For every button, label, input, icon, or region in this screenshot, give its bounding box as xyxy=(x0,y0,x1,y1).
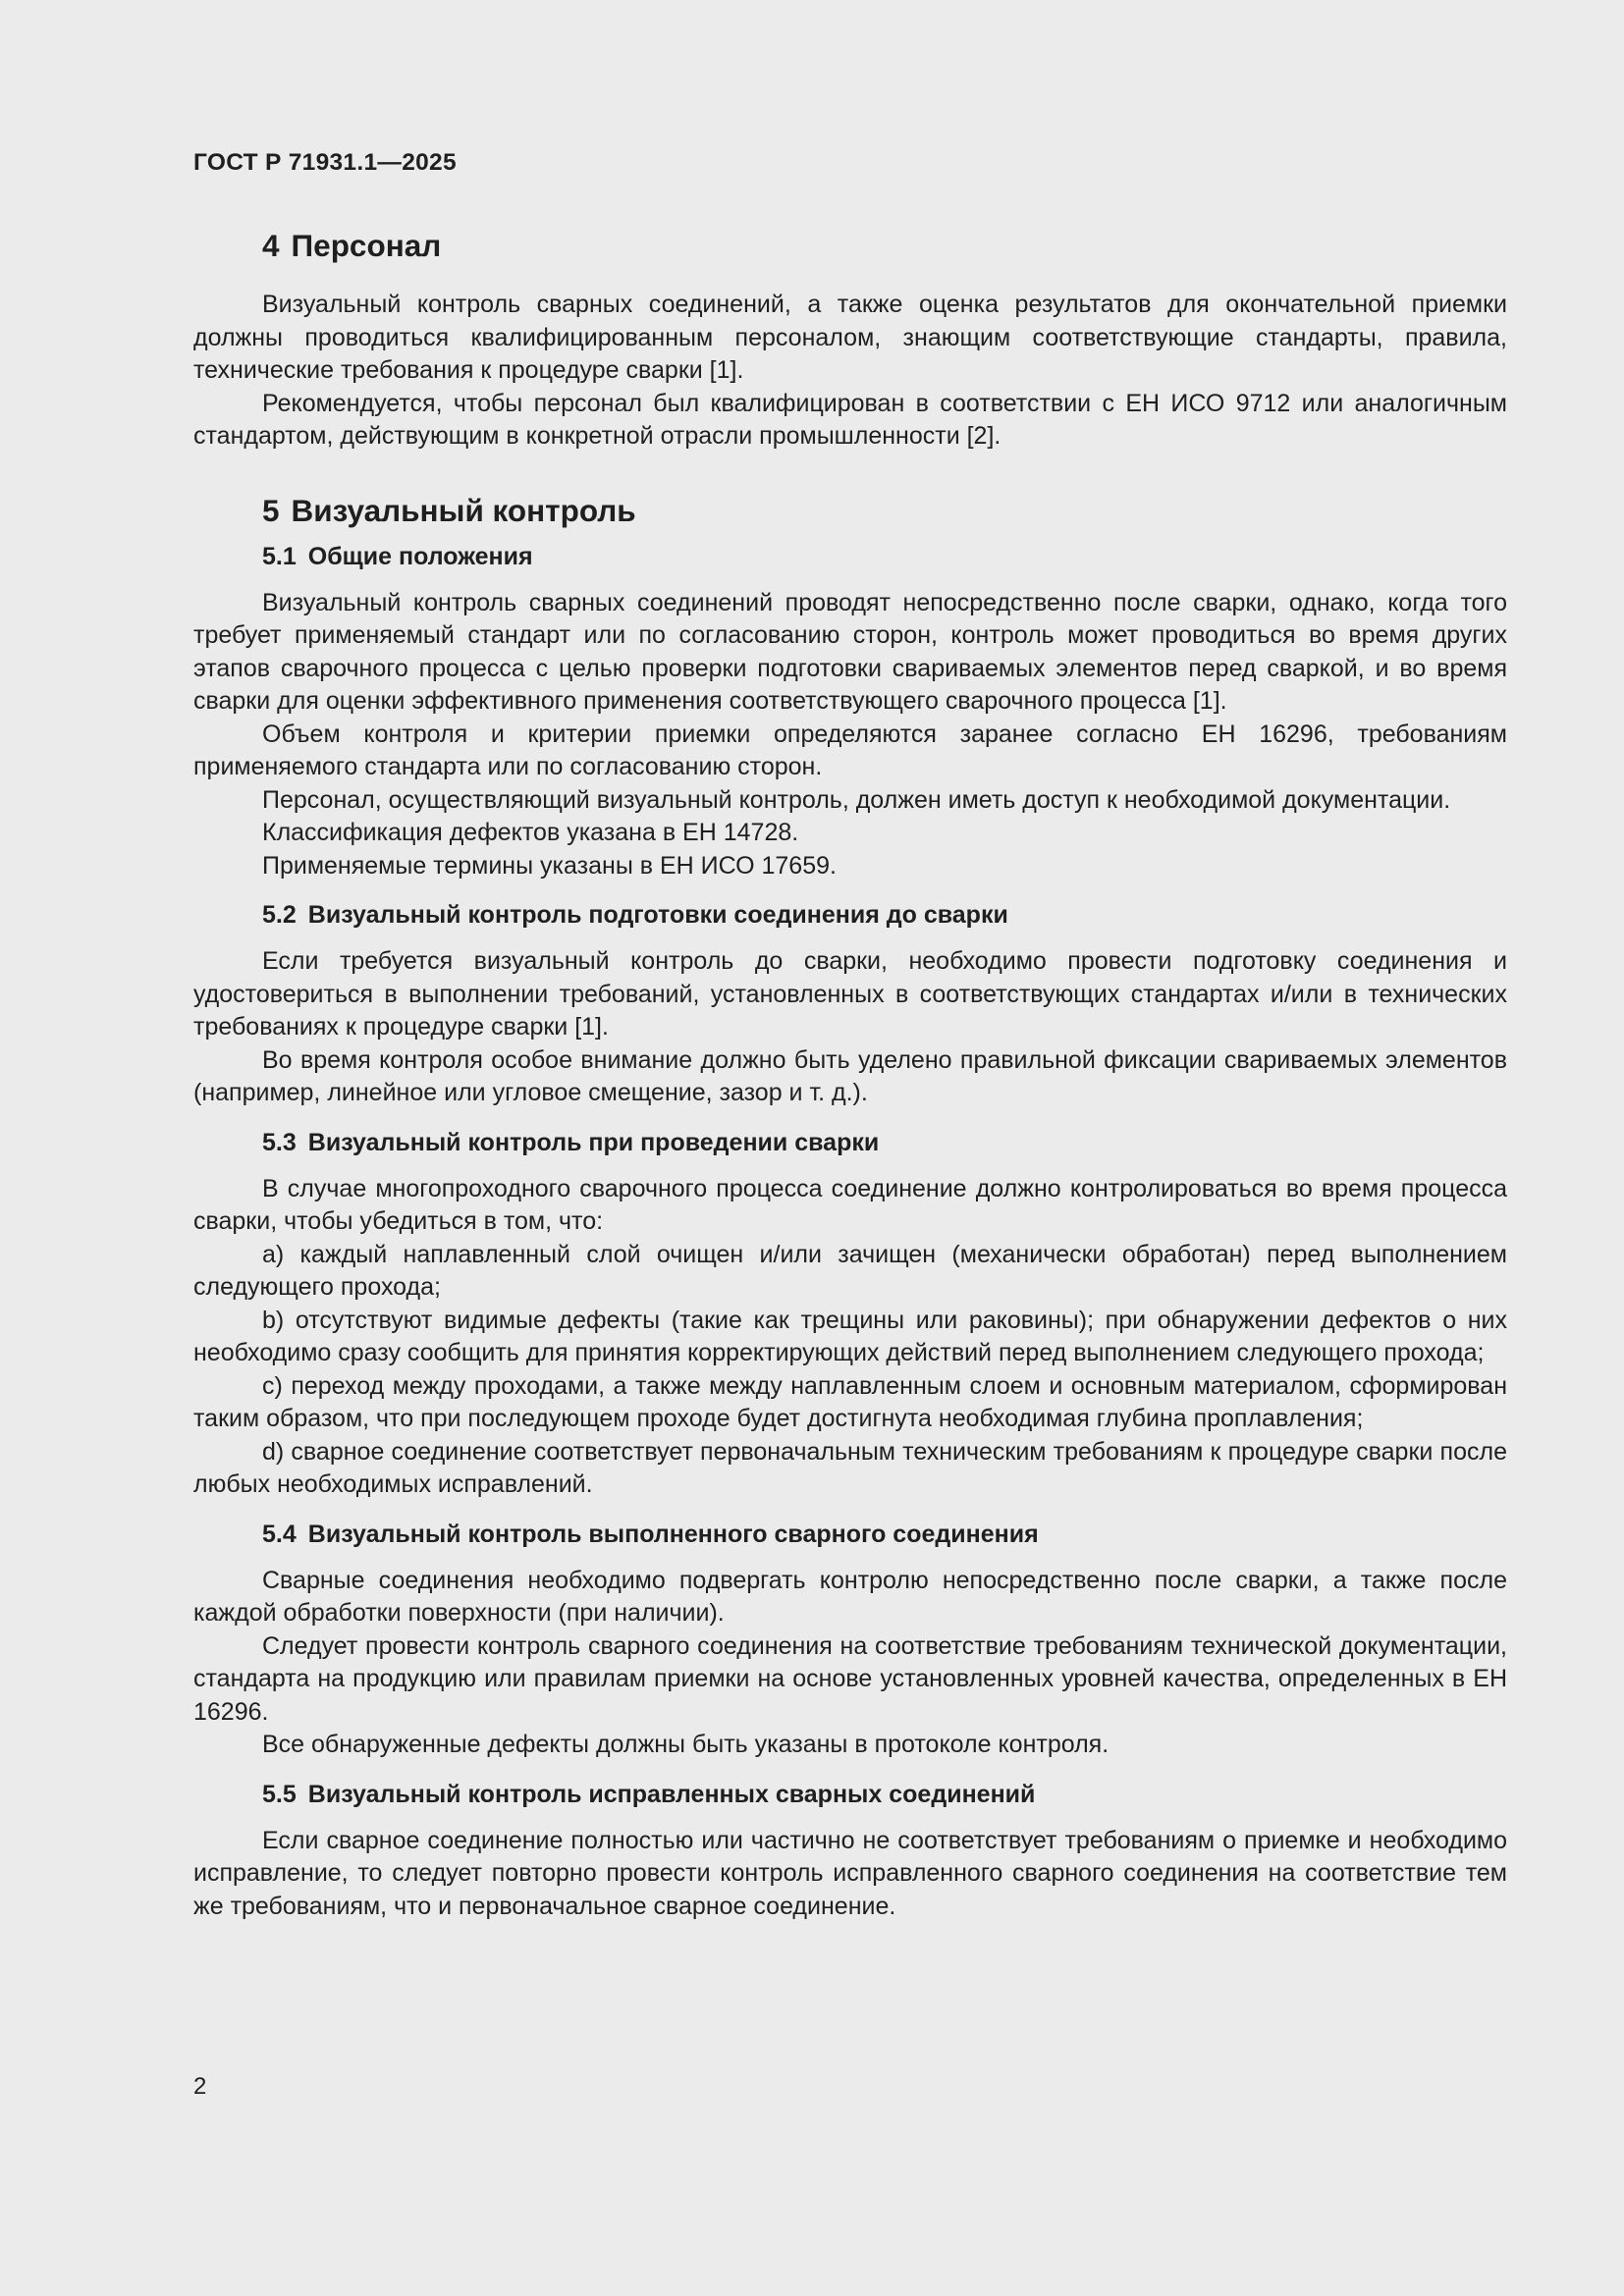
list-item: c) переход между проходами, а также между наплавленным слоем и основным материалом, сформирован таким образом, что при последующем проходе будет достигнута необходимая глубина проплавления; xyxy=(193,1371,1507,1432)
subsection-5-3-number: 5.3 xyxy=(262,1128,297,1156)
page-number: 2 xyxy=(193,2073,207,2100)
subsection-5-4-paragraph: Сварные соединения необходимо подвергать контролю непосредственно после сварки, а также после каждой обработки поверхности (при наличии). xyxy=(193,1566,1507,1627)
subsection-5-1-paragraph: Классификация дефектов указана в ЕН 14728. xyxy=(262,819,799,846)
subsection-5-5-paragraph: Если сварное соединение полностью или частично не соответствует требованиям о приемке и необходимо исправление, то следует повторно провести контроль исправленного сварного соединения на соответствие тем же требованиям, что и первоначальное сварное соединение. xyxy=(193,1826,1507,1920)
subsection-5-4-number: 5.4 xyxy=(262,1520,297,1548)
subsection-5-1-paragraph: Визуальный контроль сварных соединений проводят непосредственно после сварки, однако, когда того требует применяемый стандарт или по согласованию сторон, контроль может проводиться во время других этапов сварочного процесса с целью проверки подготовки свариваемых элементов перед сваркой, и во время сварки для оценки эффективного применения соответствующего сварочного процесса [1]. xyxy=(193,588,1507,715)
subsection-5-4-paragraph: Следует провести контроль сварного соединения на соответствие требованиям технической документации, стандарта на продукцию или правилам приемки на основе установленных уровней качества, определенных в ЕН 16296. xyxy=(193,1631,1507,1726)
section-4-title: Персонал xyxy=(291,228,442,263)
subsection-5-1-title: Общие положения xyxy=(307,542,533,570)
subsection-5-3-title: Визуальный контроль при проведении сварки xyxy=(307,1128,880,1156)
document-id-header: ГОСТ Р 71931.1—2025 xyxy=(193,149,457,176)
section-5-heading xyxy=(193,491,1507,530)
list-item: a) каждый наплавленный слой очищен и/или зачищен (механически обработан) перед выполнением следующего прохода; xyxy=(193,1240,1507,1301)
subsection-5-5-heading xyxy=(193,1778,1507,1811)
section-4-heading xyxy=(193,226,1507,265)
subsection-5-2-paragraph: Если требуется визуальный контроль до сварки, необходимо провести подготовку соединения и удостовериться в выполнении требований, установленных в соответствующих стандартах и/или в технических требованиях к процедуре сварки [1]. xyxy=(193,947,1507,1041)
section-4-number: 4 xyxy=(262,228,280,263)
section-4-paragraph: Визуальный контроль сварных соединений, а также оценка результатов для окончательной приемки должны проводиться квалифицированным персоналом, знающим соответствующие стандарты, правила, технические требования к процедуре сварки [1]. xyxy=(193,291,1507,384)
subsection-5-4-paragraph: Все обнаруженные дефекты должны быть указаны в протоколе контроля. xyxy=(262,1731,1110,1758)
section-4-paragraph: Рекомендуется, чтобы персонал был квалифицирован в соответствии с ЕН ИСО 9712 или аналогичным стандартом, действующим в конкретной отрасли промышленности [2]. xyxy=(193,389,1507,450)
section-5-title: Визуальный контроль xyxy=(291,492,636,528)
subsection-5-4-heading xyxy=(193,1518,1507,1551)
subsection-5-1-paragraph: Объем контроля и критерии приемки определяются заранее согласно ЕН 16296, требованиям применяемого стандарта или по согласованию сторон. xyxy=(193,720,1507,780)
document-page xyxy=(193,0,1507,2296)
subsection-5-1-number: 5.1 xyxy=(262,542,297,570)
subsection-5-5-title: Визуальный контроль исправленных сварных соединений xyxy=(307,1780,1036,1808)
page-content xyxy=(193,226,1507,1923)
subsection-5-3-intro: В случае многопроходного сварочного процесса соединение должно контролироваться во время процесса сварки, чтобы убедиться в том, что: xyxy=(193,1174,1507,1235)
subsection-5-2-number: 5.2 xyxy=(262,901,297,929)
subsection-5-1-heading xyxy=(193,540,1507,573)
subsection-5-2-paragraph: Во время контроля особое внимание должно быть уделено правильной фиксации свариваемых элементов (например, линейное или угловое смещение, зазор и т. д.). xyxy=(193,1045,1507,1106)
subsection-5-3-heading xyxy=(193,1126,1507,1159)
section-5-number: 5 xyxy=(262,492,280,528)
subsection-5-2-title: Визуальный контроль подготовки соединения до сварки xyxy=(307,901,1008,929)
subsection-5-1-paragraph: Персонал, осуществляющий визуальный контроль, должен иметь доступ к необходимой документации. xyxy=(262,785,1451,814)
subsection-5-5-number: 5.5 xyxy=(262,1780,297,1808)
subsection-5-4-title: Визуальный контроль выполненного сварного соединения xyxy=(307,1520,1039,1548)
subsection-5-2-heading xyxy=(193,898,1507,932)
subsection-5-1-paragraph: Применяемые термины указаны в ЕН ИСО 17659. xyxy=(262,851,837,880)
list-item: d) сварное соединение соответствует первоначальным техническим требованиям к процедуре сварки после любых необходимых исправлений. xyxy=(193,1437,1507,1498)
list-item: b) отсутствуют видимые дефекты (такие как трещины или раковины); при обнаружении дефектов о них необходимо сразу сообщить для принятия корректирующих действий перед выполнением следующего прохода; xyxy=(193,1306,1507,1366)
